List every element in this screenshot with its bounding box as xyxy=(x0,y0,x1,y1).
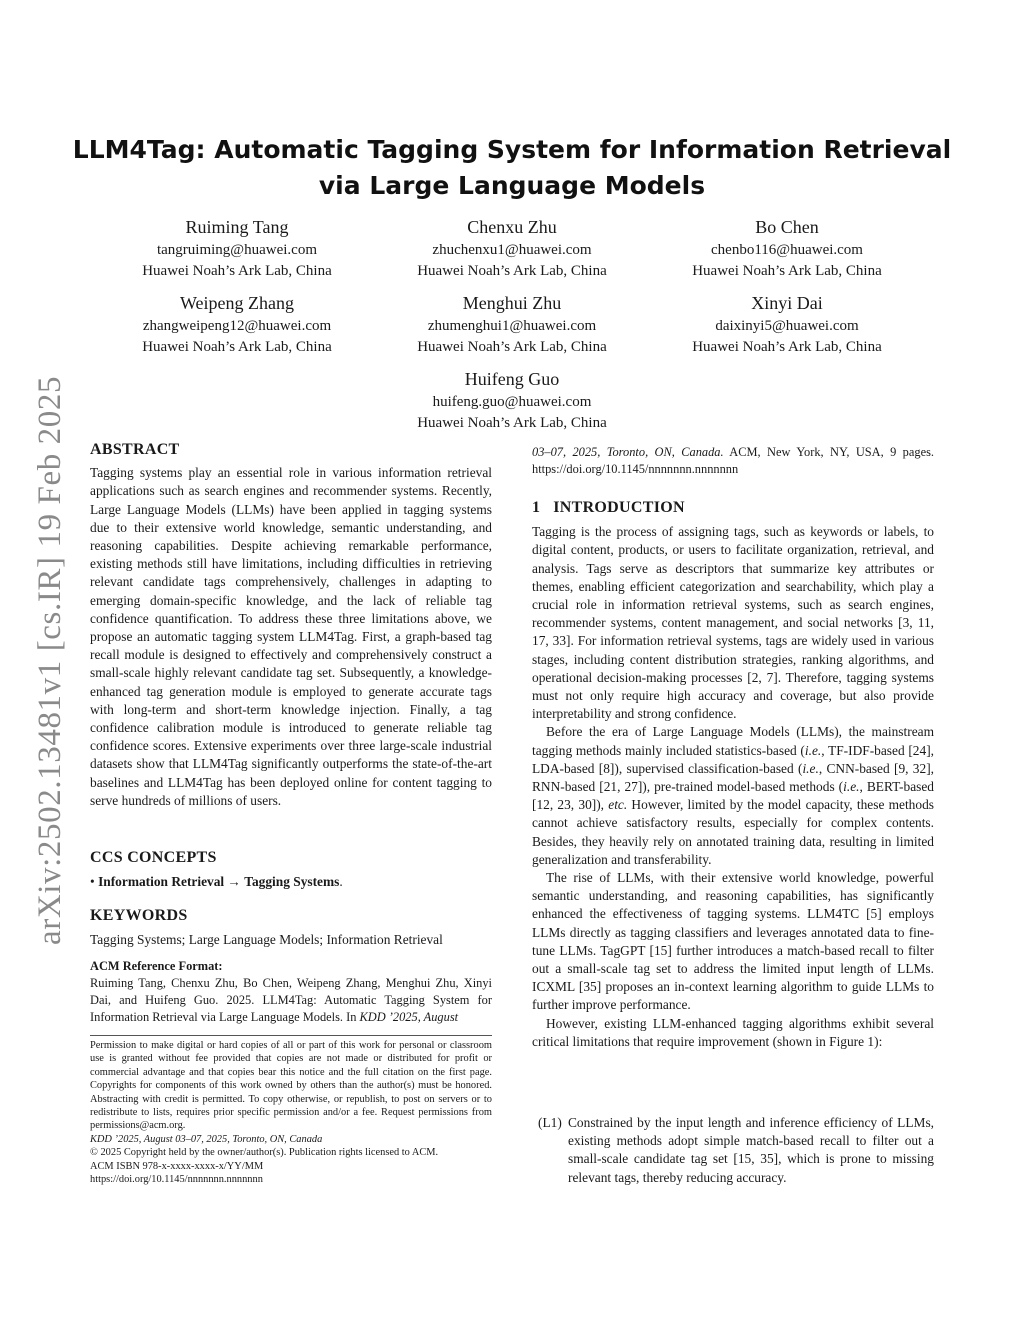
author-affiliation: Huawei Noah’s Ark Lab, China xyxy=(417,339,607,355)
paper-title-line-2: via Large Language Models xyxy=(318,171,706,200)
author-name: Huifeng Guo xyxy=(464,369,560,389)
author-affiliation: Huawei Noah’s Ark Lab, China xyxy=(417,263,607,279)
arxiv-identifier: arXiv:2502.13481v1 [cs.IR] 19 Feb 2025 xyxy=(32,375,68,945)
author-email: huifeng.guo@huawei.com xyxy=(432,394,592,410)
author-affiliation: Huawei Noah’s Ark Lab, China xyxy=(142,263,332,279)
ccs-concept-line xyxy=(90,873,492,891)
ccs-period: . xyxy=(339,874,343,890)
acm-reference-date-location: 03–07, 2025, Toronto, ON, Canada. xyxy=(532,445,724,459)
ccs-arrow: → xyxy=(227,874,241,890)
author-block xyxy=(637,290,937,358)
keywords-text: Tagging Systems; Large Language Models; Information Retrieval xyxy=(90,932,443,948)
isbn-line: ACM ISBN 978-x-xxxx-xxxx-x/YY/MM xyxy=(90,1160,264,1172)
author-name: Ruiming Tang xyxy=(185,217,289,237)
author-block xyxy=(87,290,387,358)
author-block xyxy=(637,214,937,282)
limitation-label: (L1) xyxy=(538,1115,562,1130)
acm-reference-text xyxy=(90,975,492,1026)
ccs-heading: CCS CONCEPTS xyxy=(90,849,217,866)
keywords-section xyxy=(90,907,492,949)
conference-line: KDD ’2025, August 03–07, 2025, Toronto, ON, Canada xyxy=(90,1133,323,1145)
intro-p2-text: However, limited by the model capacity, these methods cannot achieve satisfactory results, especially for complex contents. Besides, they heavily rely on annotated training data, resulting in limited generalization and transferability. xyxy=(532,797,934,867)
author-name: Weipeng Zhang xyxy=(179,293,294,313)
permission-text: Permission to make digital or hard copies of all or part of this work for personal or classroom use is granted without fee provided that copies are not made or distributed for profit or commercial advantage and that copies bear this notice and the full citation on the first page. Copyrights for components of this work owned by others than the author(s) must be honored. Abstracting with credit is permitted. To copy otherwise, or republish, to post on servers or to redistribute to lists, requires prior specific permission and/or a fee. Request permissions from permissions@acm.org. xyxy=(90,1040,492,1132)
intro-p2-text: , TF-IDF-based [24], LDA-based [8]), supervised classification-based ( xyxy=(532,742,935,776)
author-affiliation: Huawei Noah’s Ark Lab, China xyxy=(692,339,882,355)
intro-paragraph-1: Tagging is the process of assigning tags, such as keywords or labels, to digital content, products, or users to facilitate organization, retrieval, and analysis. Tags serve as descriptors that summarize key attributes or themes, enabling efficient categorization and searchability, which play a crucial role in information retrieval systems, such as search engines, recommender systems, content management, and social networks [3, 11, 17, 33]. For information retrieval systems, tags are widely used in various stages, including content distribution strategies, ranking algorithms, and operational decision-making processes [2, 7]. Therefore, tagging systems must not only require high accuracy and coverage, but also provide interpretability and strong confidence. xyxy=(532,524,934,722)
author-affiliation: Huawei Noah’s Ark Lab, China xyxy=(142,339,332,355)
intro-p2-text: , BERT-based [12, 23, 30]), xyxy=(532,779,934,813)
author-block xyxy=(362,214,662,282)
author-affiliation: Huawei Noah’s Ark Lab, China xyxy=(692,263,882,279)
author-name: Xinyi Dai xyxy=(751,293,823,313)
intro-p2-ie: i.e. xyxy=(802,760,819,776)
acm-reference-citation: Ruiming Tang, Chenxu Zhu, Bo Chen, Weipeng Zhang, Menghui Zhu, Xinyi Dai, and Huifeng Guo. 2025. LLM4Tag: Automatic Tagging System for Information Retrieval via Large Language Models. In xyxy=(90,976,492,1024)
author-email: zhangweipeng12@huawei.com xyxy=(142,318,332,334)
intro-p2-ie: i.e. xyxy=(804,742,822,758)
abstract-text: Tagging systems play an essential role in various information retrieval applications such as search engines and recommender systems. Recently, Large Language Models (LLMs) have been applied in tagging systems due to their extensive world knowledge, semantic understanding, and reasoning capabilities. Despite achieving remarkable performance, existing methods still have limitations, including difficulties in retrieving relevant candidate tags comprehensively, challenges in adapting to emerging domain-specific knowledge, and the lack of reliable tag confidence quantification. To address these three limitations above, we propose an automatic tagging system LLM4Tag. First, a graph-based tag recall module is designed to effectively and comprehensively construct a small-scale highly relevant candidate tag set. Subsequently, a knowledge-enhanced tag generation module is employed to generate accurate tags with long-term and short-term knowledge injection. Finally, a tag confidence calibration module is introduced to generate reliable tag confidence scores. Extensive experiments over three large-scale industrial datasets show that LLM4Tag significantly outperforms the state-of-the-art baselines and LLM4Tag has been deployed online for content tagging to serve hundreds of millions of users. xyxy=(90,465,492,808)
intro-p2-etc: etc. xyxy=(608,797,628,813)
abstract-section xyxy=(90,441,492,810)
author-email: zhumenghui1@huawei.com xyxy=(427,318,597,334)
ccs-concept-secondary: Tagging Systems xyxy=(244,874,340,890)
footnote-divider xyxy=(90,1035,492,1036)
permission-block xyxy=(90,1039,492,1186)
acm-reference-venue: KDD ’2025, August xyxy=(359,1010,459,1024)
section-title: INTRODUCTION xyxy=(553,499,685,516)
ccs-concept-primary: Information Retrieval xyxy=(98,874,225,890)
ccs-bullet: • xyxy=(90,874,95,890)
author-email: tangruiming@huawei.com xyxy=(156,242,318,258)
author-affiliation: Huawei Noah’s Ark Lab, China xyxy=(417,415,607,431)
intro-p2-text: Before the era of Large Language Models (LLMs), the mainstream tagging methods mainly included statistics-based ( xyxy=(532,724,934,758)
acm-reference-section xyxy=(90,958,492,1026)
author-block xyxy=(87,214,387,282)
paper-title xyxy=(60,132,964,204)
acm-reference-heading: ACM Reference Format: xyxy=(90,959,223,973)
keywords-heading: KEYWORDS xyxy=(90,907,188,924)
author-name: Menghui Zhu xyxy=(462,293,562,313)
author-block xyxy=(362,290,662,358)
author-name: Chenxu Zhu xyxy=(467,217,557,237)
intro-paragraph-4: However, existing LLM-enhanced tagging algorithms exhibit several critical limitations that require improvement (shown in Figure 1): xyxy=(532,1015,934,1049)
acm-reference-publisher: ACM, New York, NY, USA, 9 pages. https://doi.org/10.1145/nnnnnnn.nnnnnnn xyxy=(532,445,934,476)
author-email: zhuchenxu1@huawei.com xyxy=(432,242,592,258)
limitation-text: Constrained by the input length and inference efficiency of LLMs, existing methods adopt simple match-based recall to filter out a small-scale candidate tag set [15, 35], which is prone to missing relevant tags, thereby reducing accuracy. xyxy=(568,1115,934,1185)
author-name: Bo Chen xyxy=(755,217,819,237)
author-block xyxy=(362,366,662,434)
intro-p2-text: , CNN-based [9, 32], RNN-based [21, 27]), pre-trained model-based methods ( xyxy=(532,760,935,795)
copyright-line: © 2025 Copyright held by the owner/author(s). Publication rights licensed to ACM. xyxy=(90,1147,439,1159)
paper-title-line-1: LLM4Tag: Automatic Tagging System for Information Retrieval xyxy=(72,135,952,164)
introduction-section xyxy=(532,499,934,1051)
intro-paragraph-2 xyxy=(532,723,934,869)
acm-reference-continued xyxy=(532,444,934,478)
intro-p2-ie: i.e. xyxy=(843,779,860,795)
abstract-heading: ABSTRACT xyxy=(90,441,180,458)
introduction-heading xyxy=(532,499,934,517)
intro-paragraph-3: The rise of LLMs, with their extensive world knowledge, powerful semantic understanding, and reasoning capabilities, has significantly enhanced the effectiveness of tagging systems. LLM4TC [5] employs LLMs directly as tagging classifiers and leverages annotated data to fine-tune LLMs. TagGPT [15] further introduces a match-based recall to filter out a small-scale tag set to address the limited input length of LLMs. ICXML [35] proposes an in-context learning algorithm to guide LLMs to further improve performance. xyxy=(532,870,934,1013)
author-email: daixinyi5@huawei.com xyxy=(715,318,859,334)
author-email: chenbo116@huawei.com xyxy=(711,242,863,258)
ccs-concepts-section xyxy=(90,849,492,891)
section-number: 1 xyxy=(532,499,541,516)
doi-line: https://doi.org/10.1145/nnnnnnn.nnnnnnn xyxy=(90,1174,263,1186)
